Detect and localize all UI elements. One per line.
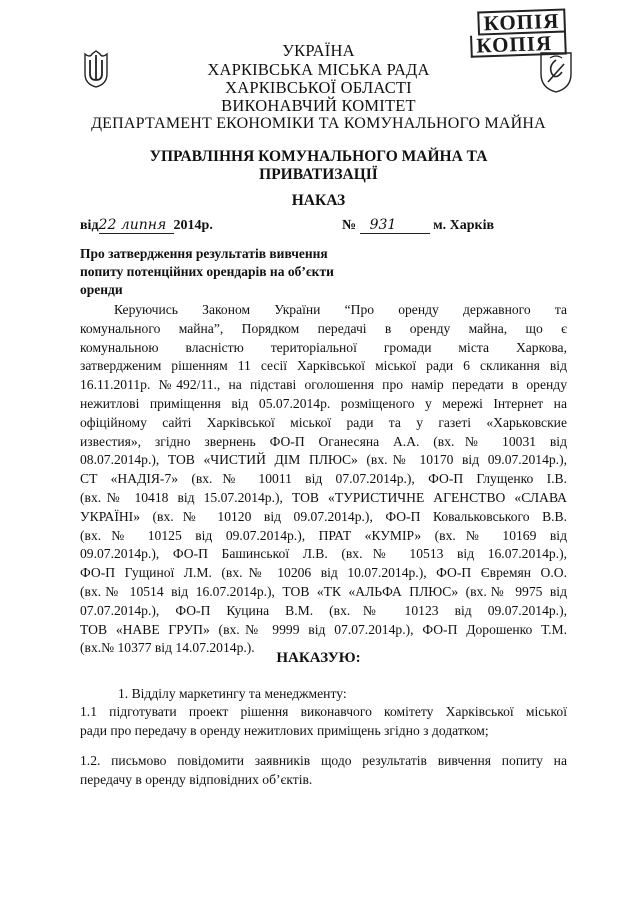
item-1-1 (80, 703, 567, 741)
item-1-2 (80, 752, 567, 790)
document-type: НАКАЗ (291, 192, 346, 209)
preamble-line: (вх.№ 10418 від 15.07.2014р.), ТОВ «ТУРИСТИЧНЕ АГЕНСТВО «СЛАВА (80, 489, 567, 505)
preamble-line: 16.11.2011р. №492/11., на підставі оголошення про намір передати в оренду (80, 377, 567, 393)
subject-line: Про затвердження результатів вивчення (80, 246, 328, 261)
preamble-line: ТОВ «НАВЕ ГРУП» (вх.№ 9999 від 07.07.2014р.), ФО-П Дорошенко Т.М. (80, 621, 567, 637)
subject (80, 245, 334, 299)
preamble-line: затвердженим рішенням 11 сесії Харківської міської ради 6 скликання від (80, 358, 567, 374)
preamble (80, 301, 567, 658)
preamble-line: известия», згідно звернень ФО-П Оганесяна А.А. (вх.№ 10031 від (80, 433, 567, 449)
preamble-line: комунального майна”, Порядком передачі в оренду майна, що є (80, 320, 567, 336)
preamble-line: нежитлові приміщення від 05.07.2014р. розміщеного у мережі Інтернет на (80, 395, 567, 411)
number-handwritten: 931 (360, 217, 430, 234)
header-committee: ВИКОНАВЧИЙ КОМІТЕТ (221, 96, 416, 115)
office-title-line-2: ПРИВАТИЗАЦІЇ (259, 166, 378, 183)
preamble-line: (вх.№ 10377 від 14.07.2014р.). (80, 640, 255, 656)
item-1: 1. Відділу маркетингу та менеджменту: (118, 686, 347, 701)
item-1-1-line: ради про передачу в оренду нежитлових приміщень згідно з додатком; (80, 722, 489, 738)
item-1-2-line: 1.2. письмово повідомити заявників щодо результатів вивчення попиту на (80, 753, 567, 768)
header-country: УКРАЇНА (282, 41, 355, 60)
preamble-line: (вх.№ 10125 від 09.07.2014р.), ПРАТ «КУМІР» (вх.№ 10169 від (80, 527, 567, 543)
header-region: ХАРКІВСЬКОЇ ОБЛАСТІ (225, 78, 412, 97)
item-1-1-line: 1.1 підготувати проект рішення виконавчого комітету Харківської міської (80, 704, 567, 719)
subject-line: попиту потенційних орендарів на об’єкти (80, 264, 334, 279)
date-line (80, 217, 213, 234)
date-prefix: від (80, 218, 99, 233)
copy-stamp-line-1: КОПІЯ (477, 8, 566, 35)
date-handwritten: 22 липня (99, 217, 174, 234)
preamble-line: ФО-П Гущиної Л.М. (вх.№ 10206 від 10.07.2014р.), ФО-П Євремян О.О. (80, 565, 567, 581)
preamble-line: 09.07.2014р.), ФО-П Башинської Л.В. (вх.№ 10513 від 16.07.2014р.), (80, 546, 567, 562)
preamble-line: (вх.№ 10514 від 16.07.2014р.), ТОВ «ТК «АЛЬФА ПЛЮС» (вх.№ 9975 від (80, 583, 567, 599)
preamble-line: 07.07.2014р.), ФО-П Куцина В.М. (вх.№ 10123 від 09.07.2014р.), (80, 602, 567, 618)
office-title-line-1: УПРАВЛІННЯ КОМУНАЛЬНОГО МАЙНА ТА (149, 148, 488, 165)
preamble-line: комунальною власністю територіальної громади міста Харкова, (80, 339, 567, 355)
place: м. Харків (433, 218, 495, 233)
preamble-line: 08.07.2014р.), ТОВ «ЧИСТИЙ ДІМ ПЛЮС» (вх.№ 10170 від 09.07.2014р.), (80, 452, 567, 468)
number-prefix: № (342, 218, 357, 233)
header-department: ДЕПАРТАМЕНТ ЕКОНОМІКИ ТА КОМУНАЛЬНОГО МАЙНА (91, 115, 546, 132)
preamble-line: Керуючись Законом України “Про оренду державного та (114, 302, 567, 317)
order-word: НАКАЗУЮ: (276, 650, 361, 666)
item-1-2-line: передачу в оренду відповідних об’єктів. (80, 771, 313, 787)
subject-line: оренди (80, 282, 123, 297)
date-suffix: 2014р. (173, 218, 213, 233)
copy-stamp-line-2: КОПІЯ (470, 32, 566, 57)
preamble-line: СТ «НАДІЯ-7» (вх.№ 10011 від 07.07.2014р.), ФО-П Глущенко І.В. (80, 471, 567, 487)
preamble-line: УКРАЇНІ» (вх.№ 10120 від 09.07.2014р.), ФО-П Ковальковського В.В. (80, 508, 567, 524)
preamble-line: офіційному сайті Харківської міської ради та у газеті «Харьковские (80, 414, 567, 430)
header-council: ХАРКІВСЬКА МІСЬКА РАДА (207, 60, 430, 79)
number-line (342, 217, 494, 234)
